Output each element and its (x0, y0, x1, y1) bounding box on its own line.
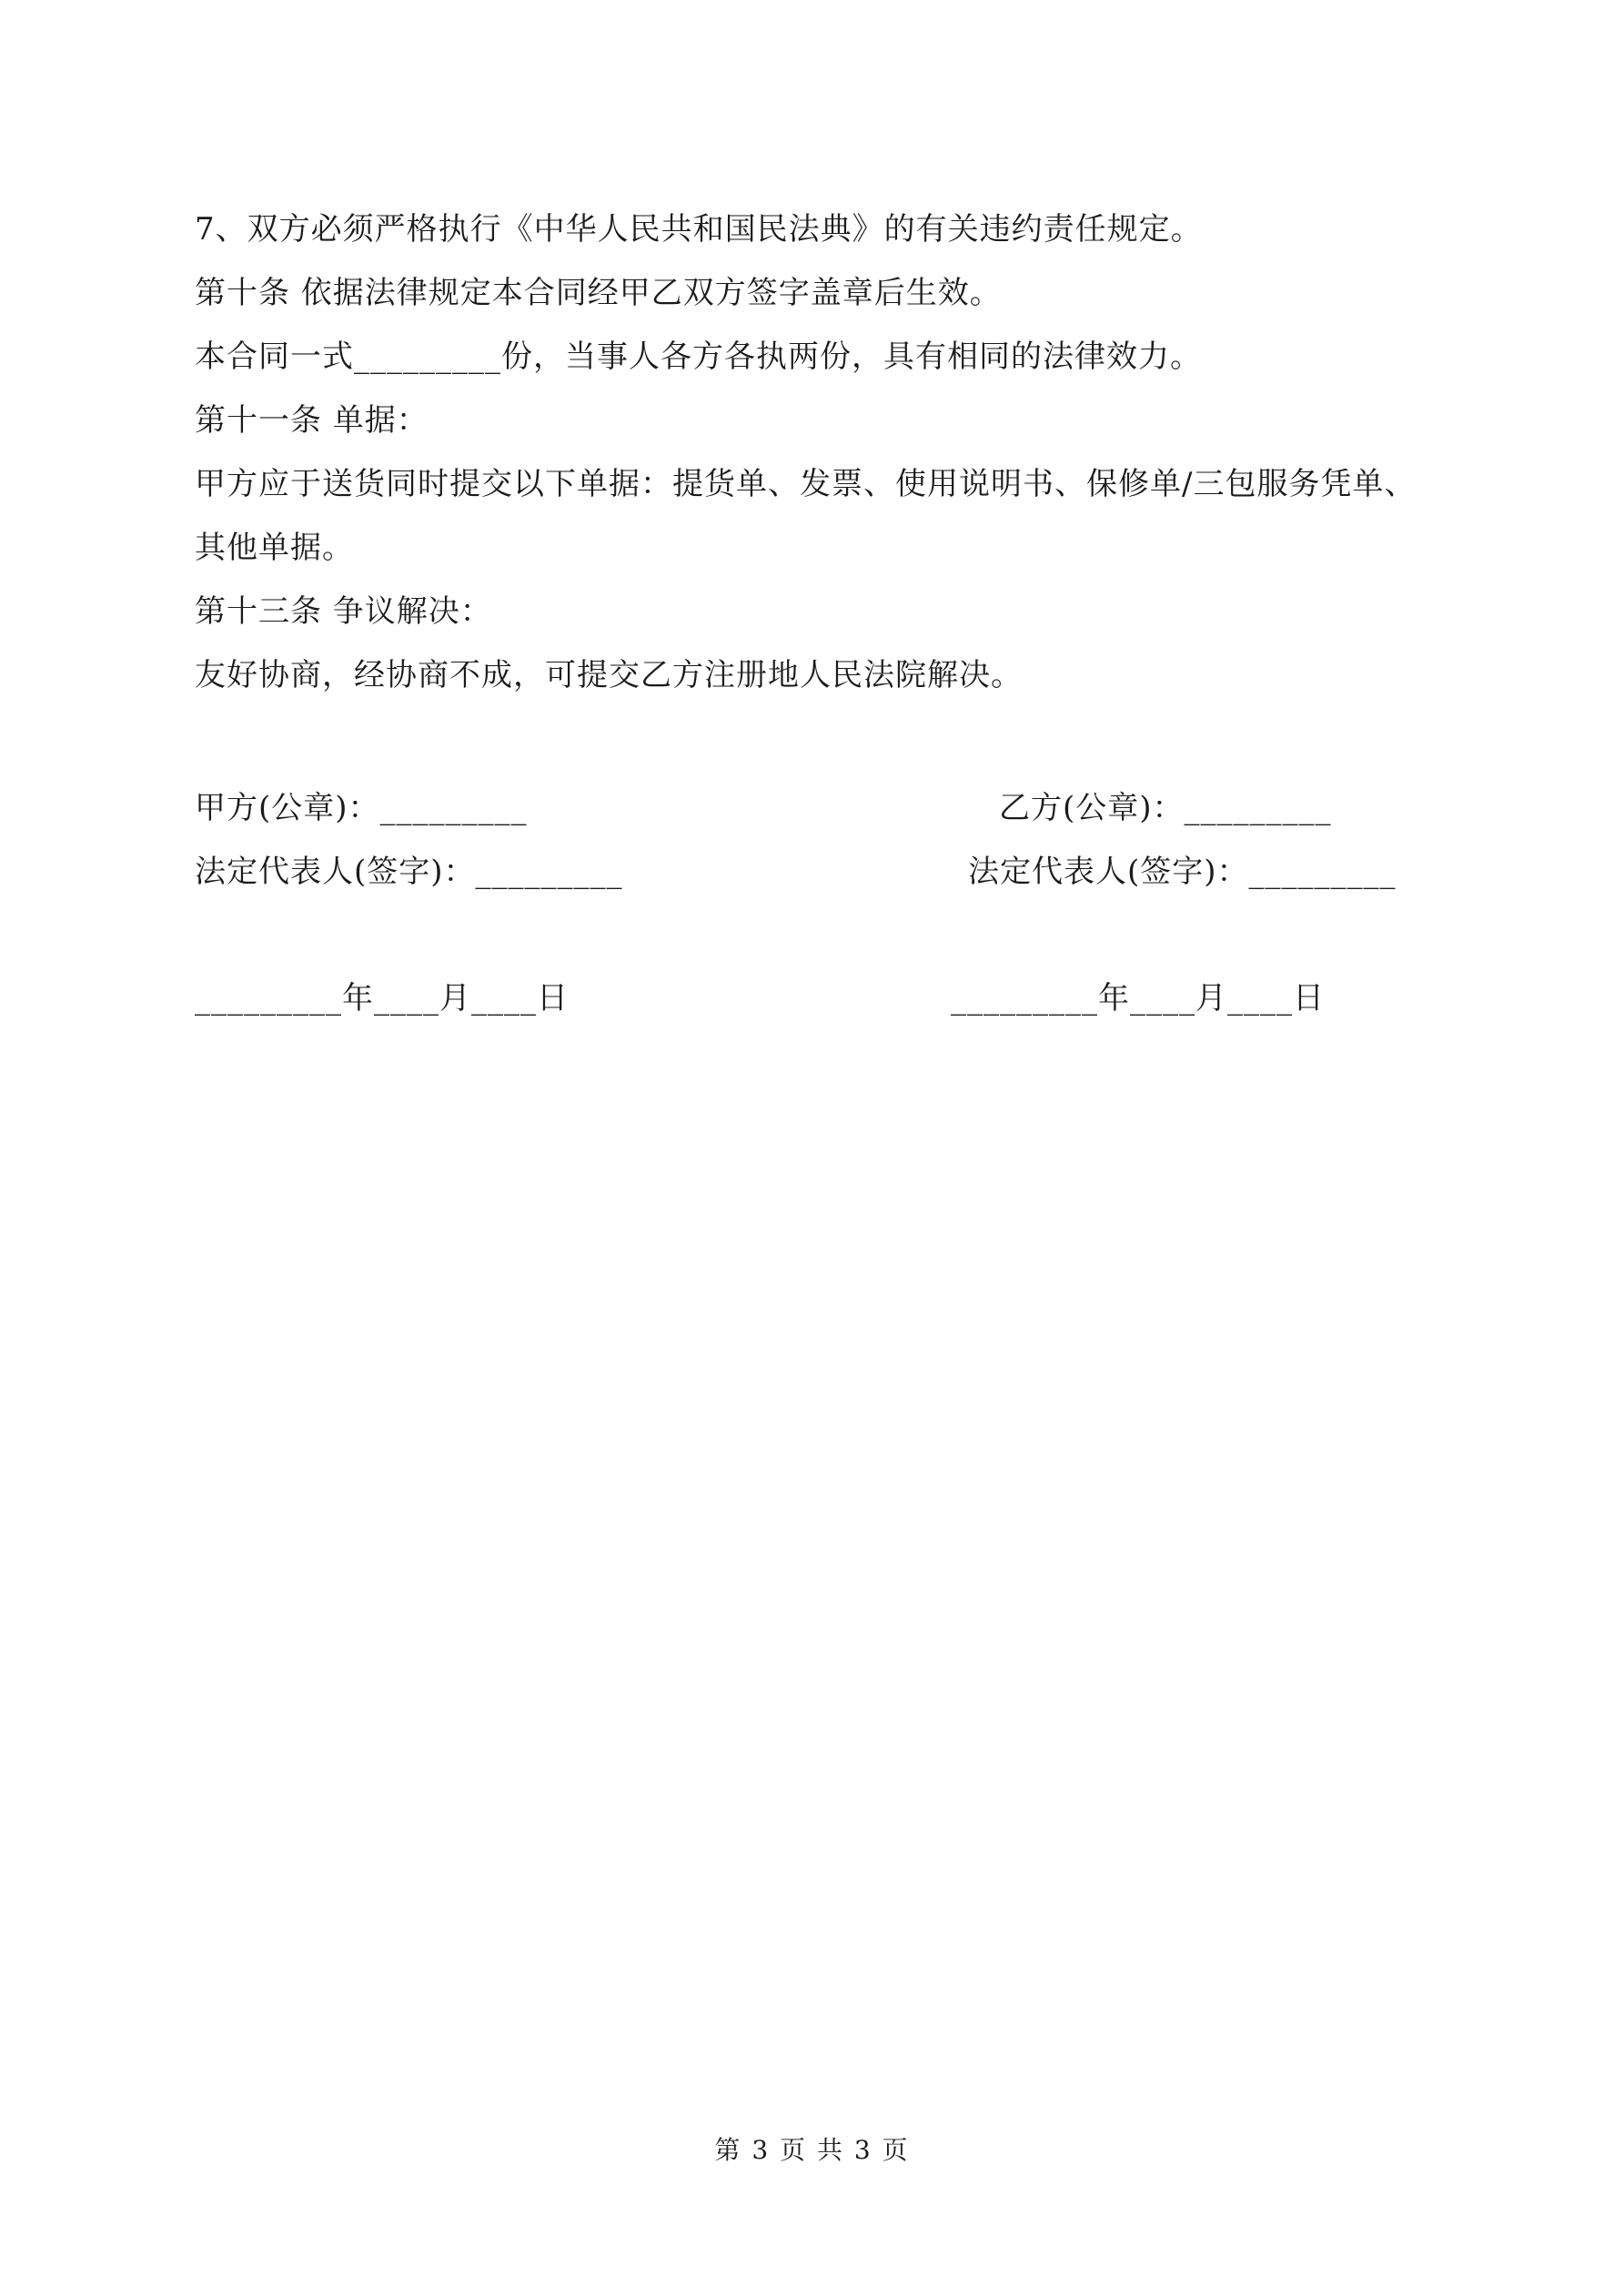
article-13-dispute-resolution: 友好协商，经协商不成，可提交乙方注册地人民法院解决。 (195, 657, 1023, 693)
party-b-date-field: _________年____月____日 (951, 980, 1325, 1017)
party-a-representative-field: 法定代表人(签字)：_________ (195, 854, 623, 890)
party-a-date-field: _________年____月____日 (195, 980, 569, 1017)
article-11-documents-line-2: 其他单据。 (195, 530, 354, 566)
party-a-seal-field: 甲方(公章)：_________ (195, 790, 528, 826)
article-11-heading: 第十一条 单据： (195, 402, 429, 439)
article-10-effectiveness: 第十条 依据法律规定本合同经甲乙双方签字盖章后生效。 (195, 275, 1002, 311)
article-11-documents-line-1: 甲方应于送货同时提交以下单据：提货单、发票、使用说明书、保修单/三包服务凭单、 (195, 466, 1417, 502)
party-b-representative-field: 法定代表人(签字)：_________ (968, 854, 1397, 890)
copies-statement: 本合同一式_________份，当事人各方各执两份，具有相同的法律效力。 (195, 339, 1202, 375)
clause-7-breach-liability: 7、双方必须严格执行《中华人民共和国民法典》的有关违约责任规定。 (195, 211, 1203, 248)
party-b-seal-field: 乙方(公章)：_________ (999, 790, 1332, 826)
page-number-footer: 第 3 页 共 3 页 (714, 2135, 910, 2165)
article-13-heading: 第十三条 争议解决： (195, 593, 492, 630)
